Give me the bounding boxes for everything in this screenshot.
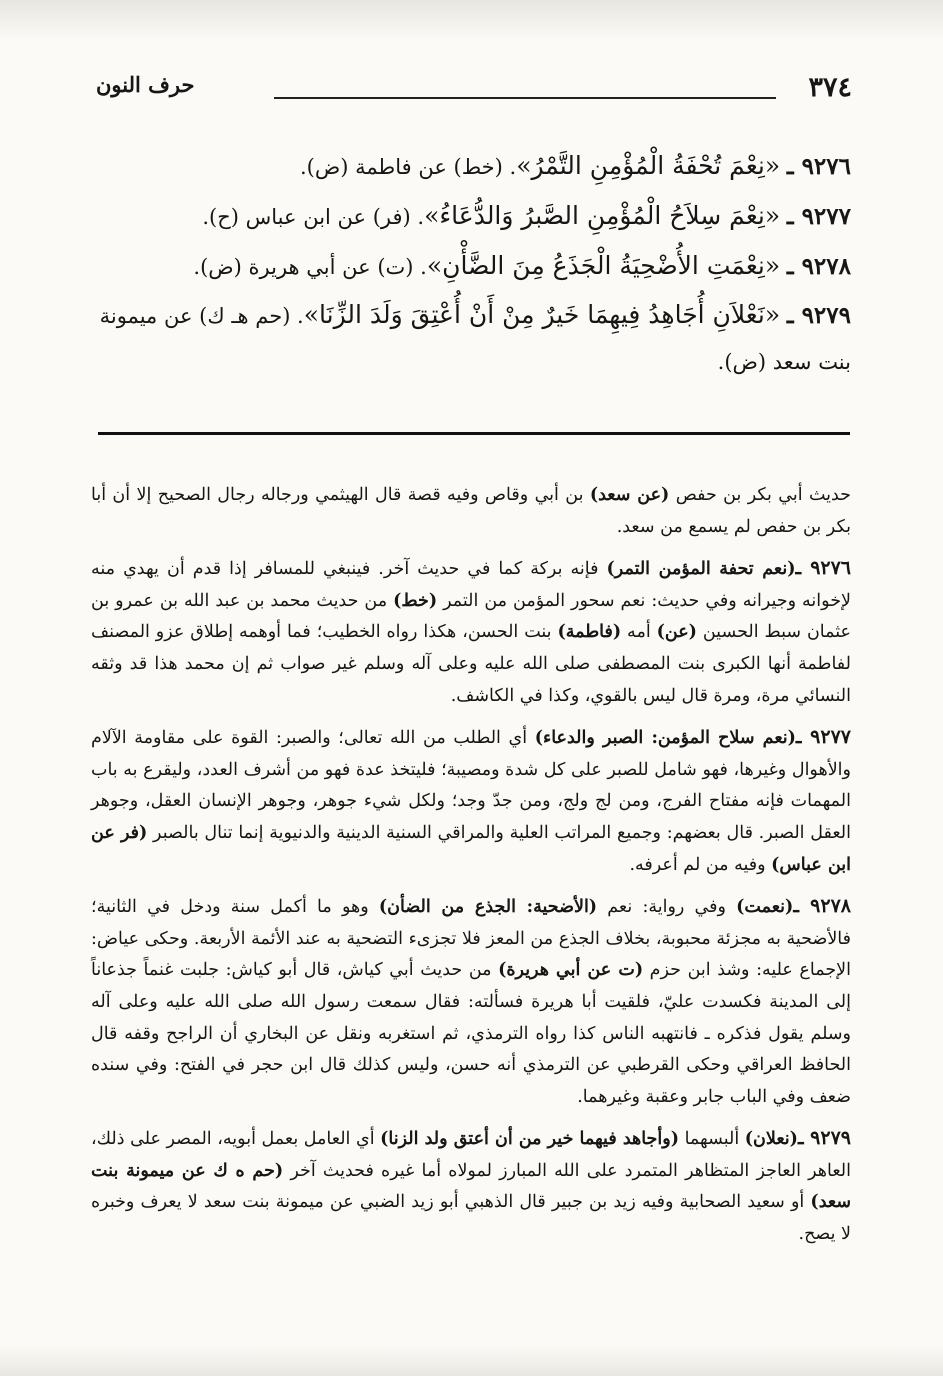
chapter-title: حرف النون	[96, 72, 195, 97]
text: من حديث محمد بن عبد الله بن عمرو بن عثمان سبط الحسين	[91, 590, 851, 643]
commentary-number: ٩٢٧٨ ـ	[793, 895, 851, 918]
hadith-text: «نِعْمَتِ الأُضْحِيَةُ الْجَذَعُ مِنَ الضَّأْنِ»	[426, 251, 781, 280]
scan-shadow-bottom	[0, 1346, 943, 1376]
bold-ref: (خط)	[393, 590, 438, 611]
bold-ref: (فر عن ابن عباس)	[91, 822, 851, 875]
hadith-source: . (خط) عن فاطمة (ض).	[299, 155, 517, 179]
hadith-number: ٩٢٧٨ ـ	[786, 253, 851, 280]
section-divider	[98, 432, 850, 435]
commentary-number: ٩٢٧٩ ـ	[797, 1127, 851, 1150]
commentary-9276	[91, 553, 851, 712]
scan-shadow-top	[0, 0, 943, 40]
page-header	[96, 72, 852, 108]
hadith-text: «نِعْمَ تُحْفَةُ الْمُؤْمِنِ التَّمْرُ»	[516, 151, 781, 180]
hadith-text: «نِعْمَ سِلاَحُ الْمُؤْمِنِ الصَّبرُ وَالدُّعَاءُ»	[424, 201, 781, 230]
text: من حديث أبي كياش، قال أبو كياش: جلبت غنماً جذعاناً إلى المدينة فكسدت عليّ، فلقيت أبا هريرة فسألته: فقال سمعت رسول الله صلى الله عليه وعلى آله وسلم يقول فذكره ـ فانتهبه الناس كذا رواه الترمذي، ثم استغربه ونقل عن البخاري أن الراجح وقفه قال الحافظ العراقي وحكى القرطبي عن الترمذي أنه حسن، وليس كذلك قال ابن حجر في الفتح: وفي سنده ضعف وفي الباب جابر وعقبة وغيرهما.	[91, 960, 851, 1107]
text: ألبسهما	[678, 1129, 745, 1150]
text: فإنه بركة كما في حديث آخر. فينبغي للمسافر إذا قدم أن يهدي منه لإخوانه وجيرانه وفي حديث: نعم سحور المؤمن من التمر	[91, 559, 851, 611]
text: أو سعيد الصحابية وفيه زيد بن جبير قال الذهبي أبو زيد الضبي عن ميمونة بنت سعد لا يعرف وخبره لا يصح.	[91, 1192, 851, 1245]
commentary-number: ٩٢٧٦ ـ	[795, 557, 852, 580]
text: وهو ما أكمل سنة ودخل في الثانية؛ فالأضحية به مجزئة محبوبة، بخلاف الجذع من المعز فلا تجزىء التضحية به عند الأئمة الأربعة. وحكى عياض: الإجماع عليه: وشذ ابن حزم	[91, 897, 851, 981]
commentary-number: ٩٢٧٧ ـ	[795, 726, 851, 749]
page-number: ٣٧٤	[808, 72, 852, 103]
text: حديث أبي بكر بن حفص	[669, 485, 852, 505]
bold-ref: (نعمت)	[736, 897, 794, 918]
commentary-9279	[91, 1123, 851, 1250]
bold-ref: (نعلان)	[744, 1129, 798, 1150]
text: أي العامل بعمل أبويه، المصر على ذلك، العاهر العاجز المتظاهر المتمرد على الله المبارز لمولاه أما غيره فحديث آخر	[91, 1129, 851, 1181]
text: وفيه من لم أعرفه.	[629, 854, 772, 875]
bold-ref: (عن)	[656, 622, 697, 643]
hadith-source: . (ت) عن أبي هريرة (ض).	[193, 255, 427, 279]
commentary-9278	[91, 891, 851, 1113]
bold-ref: (وأجاهد فيهما خير من أن أعتق ولد الزنا)	[380, 1129, 679, 1150]
bold-ref: (حم ه ك عن ميمونة بنت سعد)	[91, 1160, 851, 1213]
commentary	[91, 480, 851, 1261]
hadith-source: . (فر) عن ابن عباس (ح).	[202, 205, 425, 229]
hadith-9279	[91, 292, 851, 385]
bold-ref: (نعم سلاح المؤمن: الصبر والدعاء)	[534, 728, 796, 749]
bold-ref: (الأضحية: الجذع من الضأن)	[378, 897, 598, 918]
bold-ref: (فاطمة)	[557, 622, 622, 643]
commentary-9277	[91, 722, 851, 881]
bold-ref: (عن سعد)	[589, 485, 670, 505]
text: أي الطلب من الله تعالى؛ والصبر: القوة على مقاومة الآلام والأهوال وغيرها، فهو شامل للصبر على كل شدة ومصيبة؛ فليتخذ عدة فهو من أشرف العدد، وليقرع به باب المهمات فإنه مفتاح الفرج، ومن لج ولج، ومن جدّ وجد؛ ولكل شيء جوهر، وجوهر الإنسان العقل، وجوهر العقل الصبر. قال بعضهم: وجميع المراتب العلية والمراقي السنية الدينية والدنيوية إنما تنال بالصبر	[91, 728, 851, 843]
bold-ref: (ت عن أبي هريرة)	[498, 960, 644, 981]
header-rule	[274, 97, 776, 99]
hadith-number: ٩٢٧٦ ـ	[786, 153, 851, 180]
text: أمه	[621, 622, 657, 643]
text: بنت الحسن، هكذا رواه الخطيب؛ فما أوهمه إطلاق عزو المصنف لفاطمة أنها الكبرى بنت المصطفى صلى الله عليه وعلى آله وسلم غير صواب ثم إن محمد هذا قد وثقه النسائي مرة، ومرة قال ليس بالقوي، وكذا في الكاشف.	[91, 622, 851, 706]
hadith-9277	[91, 188, 851, 245]
hadith-number: ٩٢٧٧ ـ	[786, 203, 851, 230]
hadith-number: ٩٢٧٩ ـ	[786, 302, 851, 329]
hadith-9278	[91, 238, 851, 295]
hadith-source: . (حم هـ ك) عن ميمونة بنت سعد (ض).	[99, 304, 851, 374]
bold-ref: (نعم تحفة المؤمن التمر)	[606, 559, 796, 580]
text: بن أبي وقاص وفيه قصة قال الهيثمي ورجاله رجال الصحيح إلا أن أبا بكر بن حفص لم يسمع من سعد.	[91, 485, 851, 537]
commentary-intro	[91, 480, 851, 543]
text: وفي رواية: نعم	[597, 897, 737, 918]
hadith-text: «نَعْلاَنِ أُجَاهِدُ فِيهِمَا خَيرٌ مِنْ أَنْ أُعْتِقَ وَلَدَ الزِّنَا»	[303, 300, 781, 329]
hadith-9276	[91, 138, 851, 195]
